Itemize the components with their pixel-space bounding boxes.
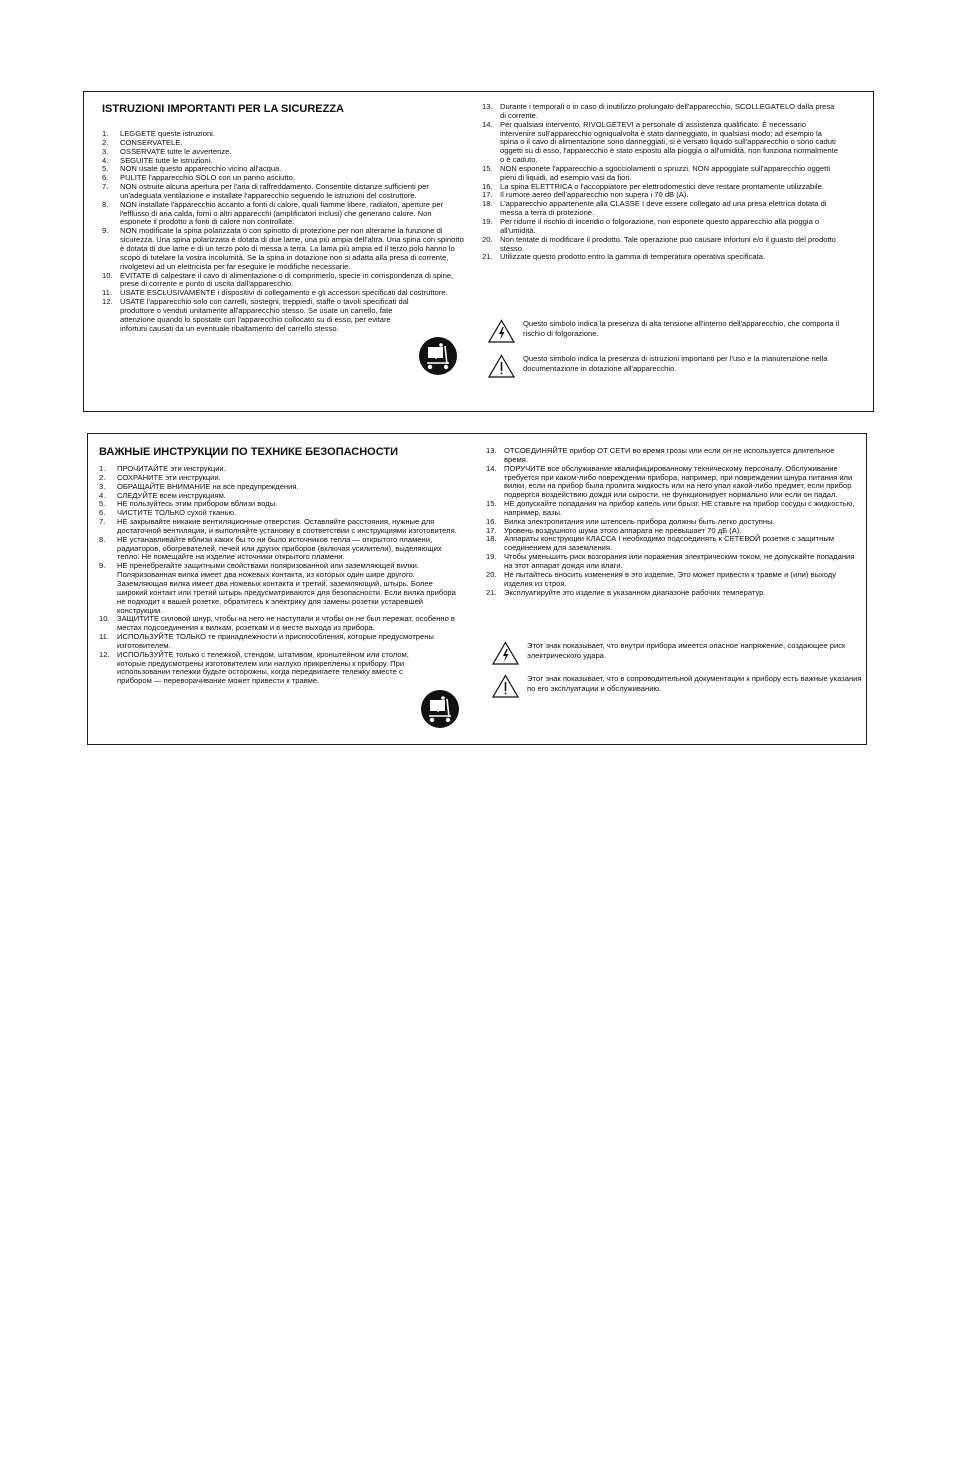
italian-instructions-note [488,354,848,378]
item-number: 10. [99,614,110,624]
item-number: 3. [99,481,106,491]
exclamation-warning-icon [492,674,519,698]
item-text: Durante i temporali o in caso di inutilizzo prolungato dell'apparecchio, SCOLLEGATELO dalla presa di corrente. [500,102,835,120]
item-text: LEGGETE queste istruzioni. [120,129,215,138]
safety-item [99,536,464,563]
item-number: 12. [99,649,110,659]
safety-item [102,227,464,271]
safety-item [99,651,464,686]
item-text: PULITE l'apparecchio SOLO con un panno asciutto. [120,173,295,183]
item-text: EVITATE di calpestare il cavo di alimentazione o di comprimerlo, specie in corrispondenza di spine, prese di corrente e punto di uscita dall'apparecchio. [120,270,454,289]
item-number: 21. [486,587,497,597]
safety-item [482,121,842,165]
item-number: 12. [102,297,113,307]
item-text: ИСПОЛЬЗУЙТЕ только с тележкой, стендом, штативом, кронштейном или столом, которые предусмотрены изготовителем или наглухо прикреплены к прибору. При использовании тележки будьте осторожны, когда передвигаете тележку вместе с прибором — переворачивание может привести к травме. [117,649,409,686]
russian-title: ВАЖНЫЕ ИНСТРУКЦИИ ПО ТЕХНИКЕ БЕЗОПАСНОСТИ [99,446,399,458]
item-text: USATE l'apparecchio solo con carrelli, sostegni, treppiedi, staffe o tavoli specificati dal produttore o venduti unitamente all'apparecchio stesso. Se usate un carrello, fate attenzione quando lo spostate con l'apparecchio collocato su di esso, per evitare infortuni causati da un eventuale ribaltamento del carrello stesso. [120,297,409,333]
item-text: USATE ESCLUSIVAMENTE i dispositivi di collegamento e gli accessori specificati dal costruttore. [120,288,448,298]
lightning-warning-icon [492,641,519,665]
italian-voltage-note [488,319,848,343]
item-text: NON ostruite alcuna apertura per l'aria di raffreddamento. Consentite distanze sufficienti per un'adeguata ventilazione e installate l'apparecchio seguendo le istruzioni del costruttore. [120,182,429,200]
safety-item [102,272,464,290]
item-number: 5. [102,164,109,174]
italian-left-column [102,103,464,333]
item-number: 14. [482,119,493,129]
item-number: 21. [482,252,493,262]
item-number: 9. [102,226,109,236]
item-text: NON modificate la spina polarizzata o con spinotto di protezione per non alterarne la funzione di sicurezza. Una spina polarizzata è dotata di due lame, una più ampia dell'altra. Una spina con spinotto è dotata di due lame e di un terzo polo di messa a terra. La lama più ampia ed il terzo polo hanno lo scopo di tutelare la vostra incolumità. Se la spina in dotazione non si adatta alla presa di corrente, rivolgetevi ad un elettricista per far eseguire le modifiche necessarie. [120,226,464,271]
item-text: Per ridurre il rischio di incendio o folgorazione, non esponete questo apparecchio alla pioggia o all'umidità. [500,216,820,235]
item-number: 4. [102,155,109,165]
item-text: Utilizzate questo prodotto entro la gamma di temperatura operativa specificata. [500,252,766,262]
item-text: НЕ закрывайте никакие вентиляционные отверстия. Оставляйте расстояния, нужные для достаточной вентиляции, и выполняйте установку в соответствии с инструкциями изготовителя. [117,517,457,535]
item-text: Il rumore aereo dell'apparecchio non supera i 70 dB (A). [500,190,689,200]
russian-instructions-note [492,674,862,698]
russian-right-column [486,447,856,597]
item-text: НЕ пренебрегайте защитными свойствами поляризованной или заземляющей вилки. Поляризованная вилка имеет два ножевых контакта, из которых один шире другого. Заземляющая вилка имеет два ножевых контакта и третий, заземляющий, штырь. Более широкий контакт или третий штырь предусматриваются для безопасности. Если вилка прибора не подходит к вашей розетке, обратитесь к электрику для замены розетки устаревшей конструкции. [117,561,456,615]
safety-item [482,236,842,254]
item-number: 1. [102,129,109,138]
item-text: OSSERVATE tutte le avvertenze. [120,146,232,156]
safety-item [486,500,856,518]
item-text: L'apparecchio appartenente alla CLASSE I deve essere collegato ad una presa elettrica dotata di messa a terra di protezione. [500,199,827,218]
item-number: 13. [482,102,493,111]
safety-item [99,615,464,633]
item-number: 19. [482,216,493,226]
safety-item [486,589,856,598]
item-text: НЕ устанавливайте вблизи каких бы то ни было источников тепла — открытого пламени, радиаторов, обогревателей, печей или других приборов (включая усилители), выделяющих тепло. Не помещайте на изделие источники открытого пламени. [117,534,442,562]
item-text: Non tentate di modificare il prodotto. Tale operazione può causare infortuni e/o il guasto del prodotto stesso. [500,234,836,253]
item-number: 6. [99,508,106,518]
item-text: НЕ допускайте попадания на прибор капель или брызг. НЕ ставьте на прибор сосуды с жидкостью, например, вазы. [504,499,855,517]
item-text: ОТСОЕДИНЯЙТЕ прибор ОТ СЕТИ во время грозы или если он не используется длительное время. [504,446,835,464]
lightning-warning-icon [488,319,515,343]
safety-item [486,553,856,571]
item-text: ИСПОЛЬЗУЙТЕ ТОЛЬКО те принадлежности и приспособления, которые предусмотрены изготовителем. [117,632,434,650]
italian-list-right [482,103,842,262]
item-number: 13. [486,446,497,455]
item-text: Эксплуатируйте это изделие в указанном диапазоне рабочих температур. [504,587,766,597]
item-text: Не пытайтесь вносить изменения в это изделие. Это может привести к травме и (или) выходу изделия из строя. [504,569,836,588]
item-text: ЗАЩИТИТЕ силовой шнур, чтобы на него не наступали и чтобы он не был пережат, особенно в местах подсоединения к вилкам, розеткам и в месте выхода из прибора. [117,614,455,633]
item-text: ОБРАЩАЙТЕ ВНИМАНИЕ на все предупреждения. [117,481,299,491]
item-number: 19. [486,552,497,562]
safety-item [102,298,464,333]
safety-item [102,183,464,201]
safety-item [99,633,464,651]
italian-voltage-text: Questo simbolo indica la presenza di alta tensione all'interno dell'apparecchio, che comporta il rischio di folgorazione. [523,319,840,338]
item-text: СЛЕДУЙТЕ всем инструкциям. [117,490,226,500]
safety-item [482,200,842,218]
safety-item [482,103,842,121]
item-number: 17. [482,190,493,200]
item-number: 17. [486,525,497,535]
item-number: 8. [102,199,109,209]
item-text: ПРОЧИТАЙТЕ эти инструкции. [117,464,226,473]
item-text: ПОРУЧИТЕ все обслуживание квалифицированному техническому персоналу. Обслуживание требуется при каком-либо повреждении прибора, например, при повреждении шнура питания или вилки, если на прибор была пролита жидкость или на него упал какой-либо предмет, если прибор подвергся воздействию дождя или сырости, не функционирует нормально или если он падал. [504,463,853,500]
item-text: ЧИСТИТЕ ТОЛЬКО сухой тканью. [117,508,237,518]
item-number: 5. [99,499,106,509]
item-number: 7. [99,517,106,527]
item-text: НЕ пользуйтесь этим прибором вблизи воды. [117,499,278,509]
item-text: SEGUITE tutte le istruzioni. [120,155,213,165]
item-number: 11. [102,288,112,298]
exclamation-warning-icon [488,354,515,378]
item-number: 18. [482,199,493,209]
russian-voltage-note [492,641,862,665]
item-number: 1. [99,464,106,473]
safety-item [99,562,464,615]
item-number: 8. [99,534,106,544]
item-number: 6. [102,173,109,183]
item-number: 18. [486,534,497,544]
item-number: 9. [99,561,106,571]
safety-item [486,465,856,500]
safety-item [482,165,842,183]
item-number: 14. [486,463,497,473]
item-text: Вилка электропитания или штепсель прибора должны быть легко доступны. [504,516,775,526]
item-number: 3. [102,146,109,156]
item-number: 10. [102,270,113,280]
item-number: 15. [486,499,497,509]
item-text: La spina ELETTRICA o l'accoppiatore per elettrodomestici deve restare prontamente utilizzabile. [500,181,824,191]
item-number: 7. [102,182,109,192]
safety-item [102,201,464,228]
item-number: 2. [99,472,106,482]
safety-item [486,447,856,465]
item-text: NON usate questo apparecchio vicino all'acqua. [120,164,282,174]
item-text: СОХРАНИТЕ эти инструкции. [117,472,221,482]
italian-list-left [102,130,464,333]
italian-title: ISTRUZIONI IMPORTANTI PER LA SICUREZZA [102,103,344,115]
safety-item [486,535,856,553]
item-number: 20. [486,569,497,579]
italian-instructions-text: Questo simbolo indica la presenza di istruzioni importanti per l'uso e la manutenzione nella documentazione in dotazione all'apparecchio. [523,354,828,373]
item-number: 2. [102,137,109,147]
item-text: Per qualsiasi intervento, RIVOLGETEVI a personale di assistenza qualificato. È necessario intervenire sull'apparecchio ogniqualvolta è stato danneggiato, in qualsiasi modo; ad esempio la spina o il cavo di alimentazione sono danneggiati, si è versato liquido sull'apparecchio o sono caduti oggetti su di esso, l'apparecchio è stato esposto alla pioggia o all'umidità, non funziona normalmente o è caduto. [500,119,839,165]
safety-item [99,518,464,536]
item-number: 20. [482,234,493,244]
cart-warning-icon [420,689,460,729]
cart-warning-icon [418,336,458,376]
item-number: 16. [482,181,493,191]
item-text: Аппараты конструкции КЛАССА I необходимо подсоединять к СЕТЕВОЙ розетке с защитным соединением для заземления. [504,534,835,553]
item-number: 11. [99,632,109,642]
safety-item [486,571,856,589]
russian-list-right [486,447,856,597]
safety-item [482,253,842,262]
item-text: CONSERVATELE. [120,137,183,147]
russian-voltage-text: Этот знак показывает, что внутри прибора имеется опасное напряжение, создающее риск электрического удара. [527,641,846,660]
item-number: 16. [486,516,497,526]
russian-safety-section [87,433,867,745]
russian-left-column [99,446,464,686]
item-number: 15. [482,163,493,173]
russian-list-left [99,465,464,686]
italian-right-column [482,103,842,262]
item-text: NON esponete l'apparecchio a sgocciolamenti o spruzzi. NON appoggiate sull'apparecchio oggetti pieni di liquidi, ad esempio vasi da fiori. [500,163,831,182]
safety-item [482,218,842,236]
item-text: Уровень воздушного шума этого аппарата не превышает 70 дБ (А). [504,525,742,535]
italian-safety-section [83,91,874,412]
russian-instructions-text: Этот знак показывает, что в сопроводительной документации к прибору есть важные указания по его эксплуатации и обслуживанию. [527,674,862,693]
item-number: 4. [99,490,106,500]
item-text: Чтобы уменьшить риск возгорания или поражения электрическим током, не допускайте попадания на этот аппарат дождя или влаги. [504,552,855,570]
item-text: NON installate l'apparecchio accanto a fonti di calore, quali fiamme libere, radiatori, aperture per l'efflusso di aria calda, forni o altri apparecchi (amplificatori inclusi) che generano calore. Non esponete il prodotto a fonti di calore non controllate. [120,199,444,227]
